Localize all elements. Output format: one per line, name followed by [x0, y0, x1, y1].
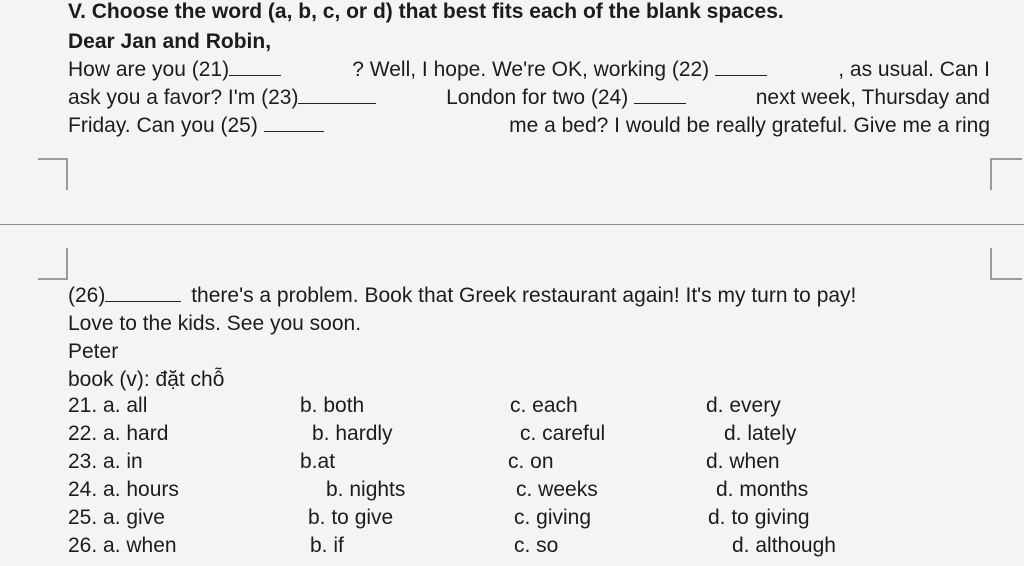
text-segment: How are you (21)	[68, 56, 281, 84]
letter-line-3	[68, 112, 990, 140]
option-b: b. to give	[308, 506, 394, 529]
page-break-divider	[0, 224, 1024, 225]
text-segment: next week, Thursday and	[755, 86, 990, 109]
blank-23	[298, 85, 376, 104]
page-corner-mark	[990, 158, 1022, 190]
option-c: c. on	[508, 450, 554, 473]
page-corner-mark	[38, 158, 68, 190]
text-segment: ask you a favor? I'm (23)	[68, 84, 376, 112]
blank-24	[634, 85, 686, 104]
option-d: d. when	[706, 450, 780, 473]
option-a: 21. a. all	[68, 394, 148, 417]
text-segment: Friday. Can you (25)	[68, 112, 324, 140]
option-c: c. so	[514, 534, 559, 557]
vocabulary-note: book (v): đặt chỗ	[68, 368, 225, 391]
option-c: c. giving	[514, 506, 592, 529]
letter-line-2	[68, 84, 990, 112]
blank-21	[229, 57, 281, 76]
option-a: 26. a. when	[68, 534, 177, 557]
letter-line-1	[68, 56, 990, 84]
option-d: d. months	[716, 478, 809, 501]
blank-22	[715, 57, 767, 76]
letter-closing: Love to the kids. See you soon.	[68, 312, 362, 335]
option-c: c. weeks	[516, 478, 598, 501]
page-corner-mark	[990, 248, 1022, 280]
text-segment: London for two (24)	[446, 84, 686, 112]
option-c: c. each	[510, 394, 578, 417]
option-a: 22. a. hard	[68, 422, 169, 445]
option-d: d. lately	[724, 422, 797, 445]
option-b: b. hardly	[312, 422, 393, 445]
option-b: b. if	[310, 534, 344, 557]
page-corner-mark	[38, 248, 68, 280]
option-a: 23. a. in	[68, 450, 143, 473]
blank-25	[264, 113, 324, 132]
option-d: d. to giving	[708, 506, 810, 529]
option-c: c. careful	[520, 422, 606, 445]
exercise-heading: V. Choose the word (a, b, c, or d) that best fits each of the blank spaces.	[68, 0, 784, 23]
text-segment: ? Well, I hope. We're OK, working (22)	[352, 56, 767, 84]
blank-26	[105, 283, 181, 302]
text-segment: , as usual. Can I	[838, 58, 990, 81]
letter-signature: Peter	[68, 340, 119, 363]
letter-greeting: Dear Jan and Robin,	[68, 30, 272, 53]
text-segment: me a bed? I would be really grateful. Give me a ring	[509, 114, 990, 137]
option-a: 24. a. hours	[68, 478, 179, 501]
letter-line-4: (26) there's a problem. Book that Greek restaurant again! It's my turn to pay!	[68, 284, 857, 307]
option-b: b. both	[300, 394, 365, 417]
option-a: 25. a. give	[68, 506, 165, 529]
option-d: d. every	[706, 394, 781, 417]
option-d: d. although	[732, 534, 836, 557]
option-b: b. nights	[326, 478, 406, 501]
option-b: b.at	[300, 450, 336, 473]
